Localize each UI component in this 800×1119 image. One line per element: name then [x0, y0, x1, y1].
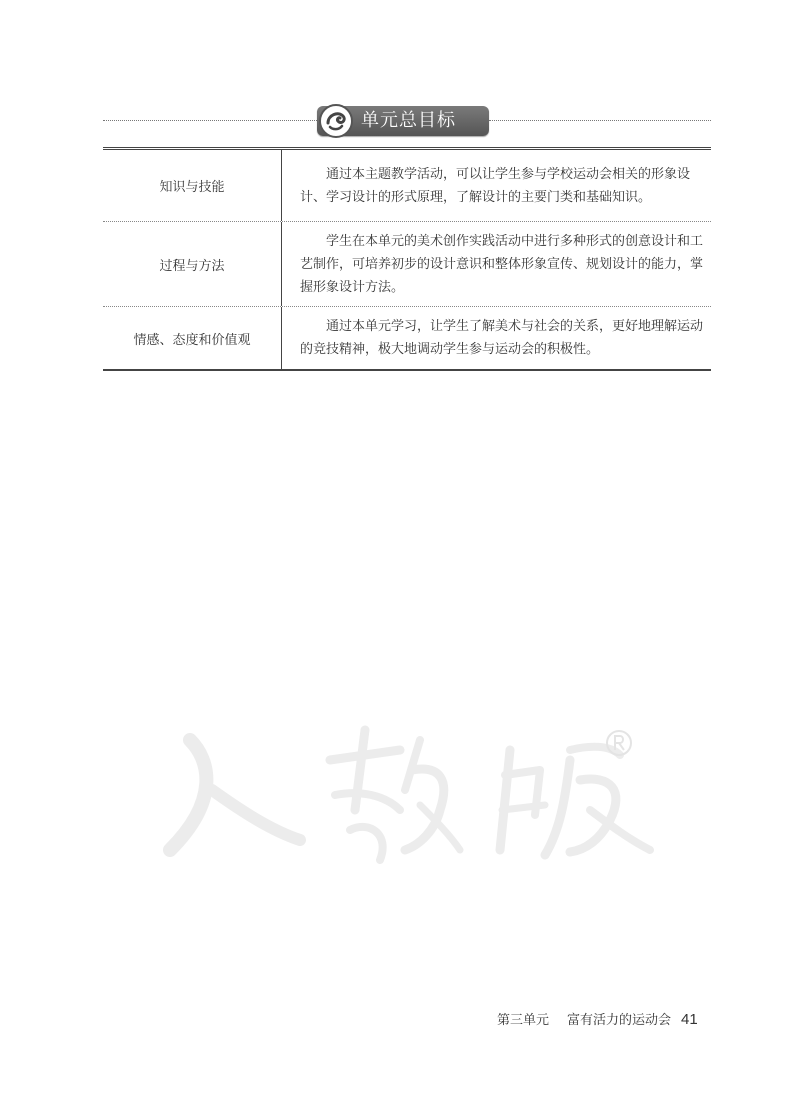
goal-row-process-methods	[103, 222, 711, 307]
registered-mark-icon	[604, 728, 634, 758]
goal-text-cell	[282, 222, 711, 306]
section-title: 单元总目标	[361, 110, 456, 131]
goal-label: 知识与技能	[103, 150, 282, 221]
section-title-banner	[317, 106, 489, 136]
goal-label: 情感、态度和价值观	[103, 307, 282, 369]
goals-table	[103, 147, 711, 371]
goal-text: 学生在本单元的美术创作实践活动中进行多种形式的创意设计和工艺制作，可培养初步的设计意识和整体形象宣传、规划设计的能力，掌握形象设计方法。	[300, 233, 704, 295]
publisher-watermark-logo	[150, 700, 670, 870]
goal-text: 通过本单元学习，让学生了解美术与社会的关系，更好地理解运动的竞技精神，极大地调动学生参与运动会的积极性。	[300, 319, 704, 357]
goal-text-cell	[282, 307, 711, 369]
page-footer	[497, 1009, 698, 1028]
header-divider-left	[103, 120, 317, 121]
goal-row-emotion-values	[103, 307, 711, 369]
goal-row-knowledge-skills	[103, 150, 711, 222]
section-header	[103, 104, 711, 138]
header-divider-right	[489, 120, 711, 121]
footer-unit: 第三单元	[497, 1013, 550, 1028]
footer-unit-title: 富有活力的运动会	[567, 1013, 672, 1028]
page-number: 41	[681, 1011, 698, 1028]
goal-label: 过程与方法	[103, 222, 282, 306]
goal-text: 通过本主题教学活动，可以让学生参与学校运动会相关的形象设计、学习设计的形式原理，了解设计的主要门类和基础知识。	[300, 166, 691, 205]
goal-text-cell	[282, 150, 711, 221]
swirl-emblem-icon	[319, 104, 353, 138]
